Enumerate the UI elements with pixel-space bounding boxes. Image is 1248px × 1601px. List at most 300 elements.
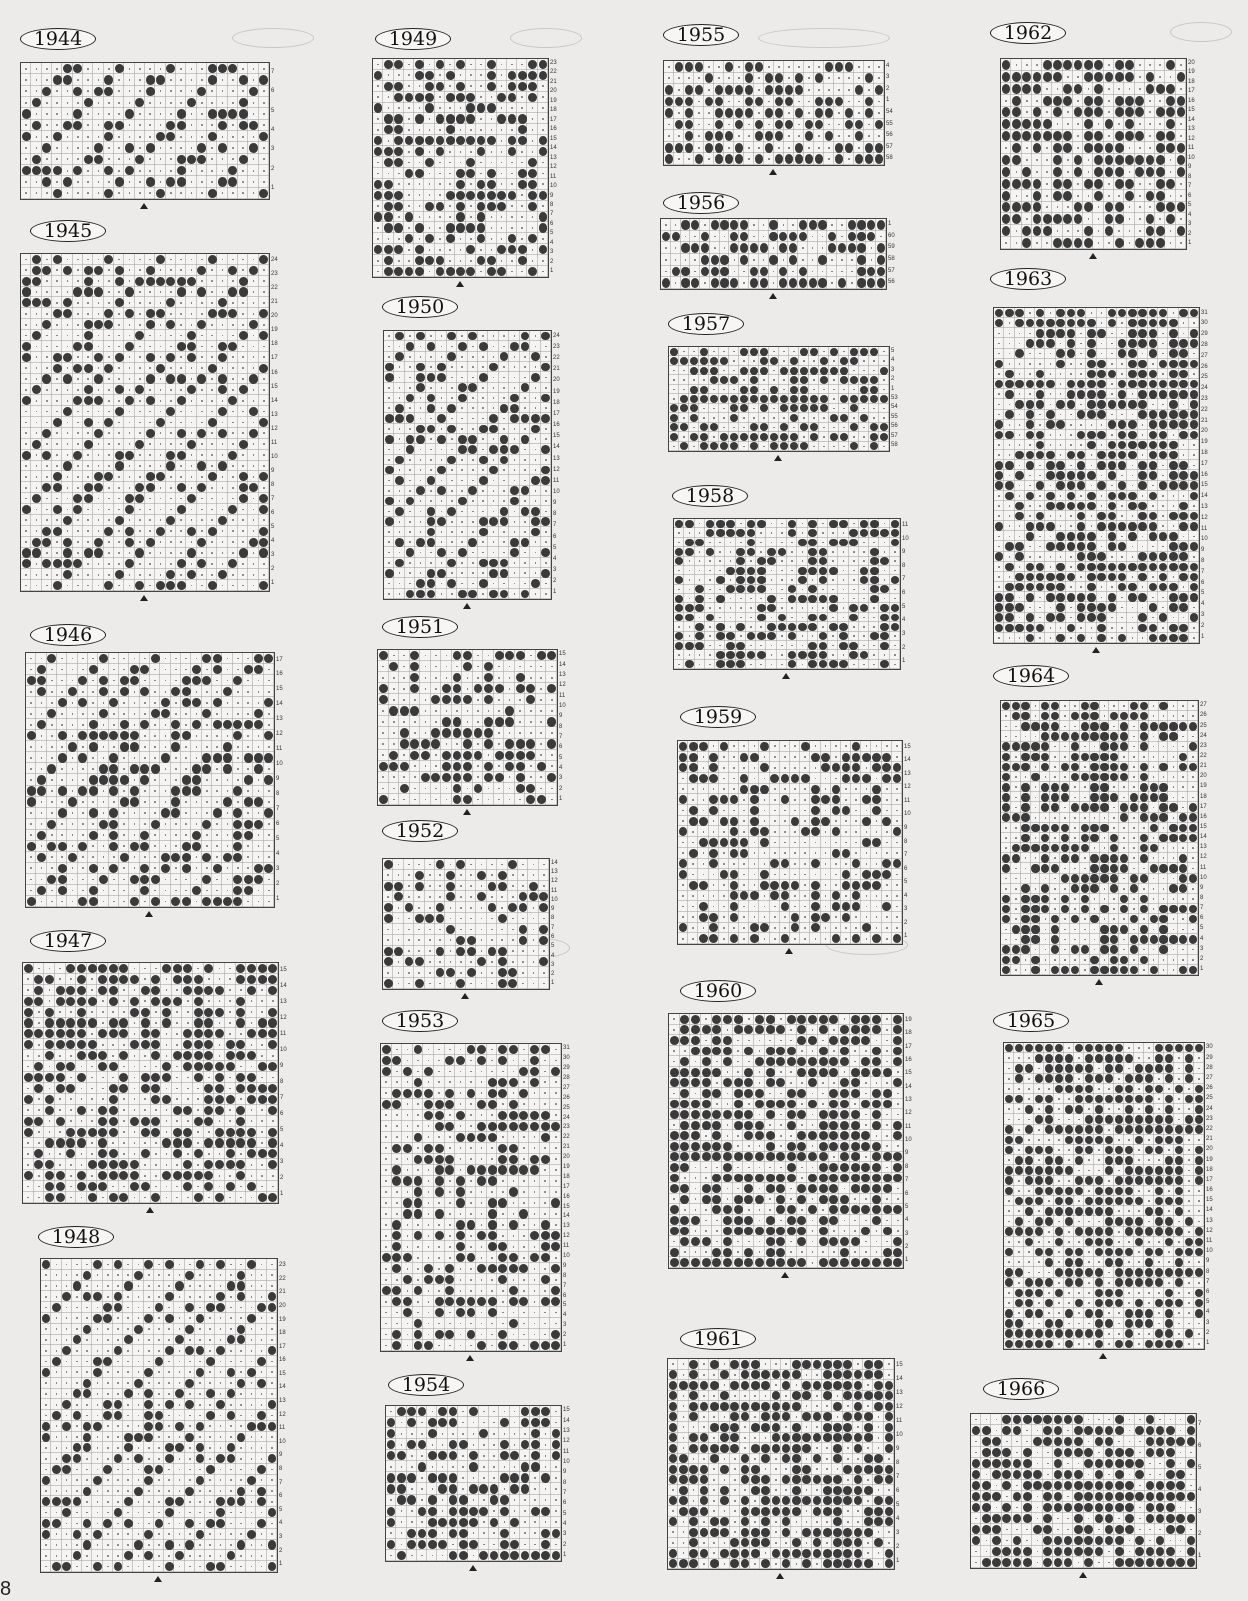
background-stitch [394,70,404,81]
background-stitch [233,697,243,708]
background-stitch [445,1143,456,1154]
background-stitch [541,558,551,568]
background-stitch [31,417,41,428]
contrast-stitch [540,1340,551,1351]
contrast-stitch [434,1187,445,1198]
background-stitch [267,1050,278,1061]
background-stitch [424,266,434,277]
row-number: 15 [553,431,560,442]
contrast-stitch [452,650,463,661]
contrast-stitch [515,772,526,783]
background-stitch [259,319,269,330]
row-number: 10 [551,895,558,904]
background-stitch [509,331,519,341]
background-stitch [150,752,160,763]
row-number: 9 [271,464,278,478]
background-stitch [228,384,238,395]
background-stitch [437,1495,447,1506]
background-stitch [186,482,196,493]
background-stitch [215,1421,225,1432]
background-stitch [456,870,466,881]
background-stitch [109,719,119,730]
contrast-stitch [394,352,404,362]
background-stitch [222,830,232,841]
background-stitch [383,70,393,81]
background-stitch [436,578,446,588]
contrast-stitch [267,1148,278,1159]
background-stitch [413,1055,424,1066]
background-stitch [489,1428,499,1439]
background-stitch [457,486,467,496]
background-stitch [215,1378,225,1389]
background-stitch [186,428,196,439]
contrast-stitch [217,461,227,472]
background-stitch [36,841,46,852]
contrast-stitch [264,752,274,763]
contrast-stitch [466,1044,477,1055]
background-stitch [864,61,874,73]
contrast-stitch [73,395,83,406]
contrast-stitch [473,727,484,738]
background-stitch [133,1410,143,1421]
background-stitch [23,1138,34,1149]
background-stitch [508,870,518,881]
background-stitch [510,1528,520,1539]
background-stitch [546,672,557,683]
background-stitch [67,697,77,708]
contrast-stitch [540,1539,550,1550]
background-stitch [129,1083,140,1094]
contrast-stitch [694,84,704,96]
contrast-stitch [527,59,537,70]
background-stitch [55,1148,66,1159]
contrast-stitch [52,471,62,482]
background-stitch [26,830,36,841]
background-stitch [225,963,236,974]
row-number: 14 [553,442,560,453]
background-stitch [92,1389,102,1400]
contrast-stitch [21,131,31,142]
background-stitch [21,515,31,526]
contrast-stitch [414,913,424,924]
background-stitch [494,783,505,794]
contrast-stitch [164,1507,174,1518]
contrast-stitch [536,794,547,805]
background-stitch [256,1507,266,1518]
background-stitch [119,1116,130,1127]
background-stitch [246,1116,257,1127]
contrast-stitch [423,1110,434,1121]
contrast-stitch [381,1044,392,1055]
background-stitch [447,393,457,403]
background-stitch [489,1506,499,1517]
contrast-stitch [161,1170,172,1181]
contrast-stitch [528,891,538,902]
contrast-stitch [154,1410,164,1421]
contrast-stitch [386,1439,396,1450]
contrast-stitch [182,1061,193,1072]
background-stitch [402,1263,413,1274]
background-stitch [207,165,217,176]
contrast-stitch [476,1165,487,1176]
background-stitch [539,881,549,892]
contrast-stitch [129,896,139,907]
background-stitch [404,59,414,70]
background-stitch [445,1208,456,1219]
background-stitch [509,362,519,372]
background-stitch [415,496,425,506]
pattern-number-label: 1949 [375,28,451,50]
contrast-stitch [212,752,222,763]
background-stitch [104,439,114,450]
row-number: 10 [550,181,557,190]
background-stitch [51,1550,61,1561]
background-stitch [225,1028,236,1039]
contrast-stitch [197,428,207,439]
background-stitch [228,471,238,482]
row-number: 10 [563,1457,570,1467]
contrast-stitch [76,963,87,974]
contrast-stitch [424,81,434,92]
contrast-stitch [207,63,217,74]
contrast-stitch [150,874,160,885]
contrast-stitch [246,1181,257,1192]
background-stitch [195,1399,205,1410]
background-stitch [487,870,497,881]
background-stitch [42,406,52,417]
background-stitch [497,255,507,266]
contrast-stitch [161,996,172,1007]
contrast-stitch [93,265,103,276]
contrast-stitch [267,1094,278,1105]
background-stitch [420,705,431,716]
background-stitch [197,188,207,199]
background-stitch [78,741,88,752]
contrast-stitch [466,113,476,124]
contrast-stitch [212,697,222,708]
background-stitch [423,1230,434,1241]
background-stitch [161,1116,172,1127]
background-stitch [384,331,394,341]
contrast-stitch [212,719,222,730]
contrast-stitch [160,708,170,719]
background-stitch [114,374,124,385]
background-stitch [82,1356,92,1367]
background-stitch [82,1496,92,1507]
contrast-stitch [108,1116,119,1127]
contrast-stitch [62,1453,72,1464]
background-stitch [21,97,31,108]
background-stitch [392,1318,403,1329]
contrast-stitch [44,1181,55,1192]
background-stitch [233,708,243,719]
background-stitch [129,686,139,697]
contrast-stitch [55,1072,66,1083]
background-stitch [155,537,165,548]
background-stitch [540,1066,551,1077]
background-stitch [73,537,83,548]
background-stitch [248,97,258,108]
contrast-stitch [508,1296,519,1307]
contrast-stitch [455,1132,466,1143]
background-stitch [62,1518,72,1529]
background-stitch [405,331,415,341]
background-stitch [26,763,36,774]
contrast-stitch [145,428,155,439]
contrast-stitch [133,1486,143,1497]
background-stitch [525,727,536,738]
contrast-stitch [394,124,404,135]
background-stitch [518,967,528,978]
contrast-stitch [420,750,431,761]
contrast-stitch [476,1132,487,1143]
contrast-stitch [517,168,527,179]
background-stitch [62,471,72,482]
background-stitch [458,1483,468,1494]
contrast-stitch [151,1028,162,1039]
background-stitch [217,439,227,450]
background-stitch [425,881,435,892]
background-stitch [26,697,36,708]
contrast-stitch [83,276,93,287]
contrast-stitch [78,752,88,763]
background-stitch [420,661,431,672]
background-stitch [52,265,62,276]
background-stitch [52,120,62,131]
background-stitch [113,1464,123,1475]
background-stitch [455,1263,466,1274]
background-stitch [431,783,442,794]
background-stitch [550,1252,561,1263]
background-stitch [212,841,222,852]
contrast-stitch [44,1105,55,1116]
background-stitch [151,963,162,974]
background-stitch [124,363,134,374]
contrast-stitch [238,276,248,287]
contrast-stitch [508,1077,519,1088]
contrast-stitch [704,73,714,85]
contrast-stitch [98,874,108,885]
background-stitch [166,86,176,97]
background-stitch [119,664,129,675]
background-stitch [431,650,442,661]
background-stitch [145,108,155,119]
row-number: 14 [559,659,566,669]
contrast-stitch [83,548,93,559]
contrast-stitch [414,956,424,967]
background-stitch [195,1324,205,1335]
contrast-stitch [383,946,393,957]
contrast-stitch [445,233,455,244]
background-stitch [519,1285,530,1296]
background-stitch [217,188,227,199]
background-stitch [383,935,393,946]
background-stitch [78,852,88,863]
pattern-number-label: 1946 [30,624,106,646]
background-stitch [455,1285,466,1296]
contrast-stitch [476,1340,487,1351]
background-stitch [160,664,170,675]
background-stitch [476,946,486,957]
background-stitch [435,935,445,946]
contrast-stitch [228,558,238,569]
background-stitch [150,885,160,896]
contrast-stitch [98,730,108,741]
background-stitch [236,1345,246,1356]
contrast-stitch [55,1028,66,1039]
background-stitch [202,808,212,819]
contrast-stitch [155,131,165,142]
background-stitch [166,165,176,176]
contrast-stitch [226,1442,236,1453]
background-stitch [124,276,134,287]
background-stitch [392,1187,403,1198]
background-stitch [195,1335,205,1346]
contrast-stitch [104,120,114,131]
background-stitch [404,870,414,881]
contrast-stitch [497,1263,508,1274]
contrast-stitch [204,1018,215,1029]
background-stitch [114,395,124,406]
background-stitch [93,558,103,569]
contrast-stitch [66,1061,77,1072]
background-stitch [479,1461,489,1472]
background-stitch [510,1461,520,1472]
background-stitch [394,578,404,588]
contrast-stitch [519,1066,530,1077]
background-stitch [508,924,518,935]
background-stitch [483,650,494,661]
contrast-stitch [135,580,145,591]
contrast-stitch [410,739,421,750]
background-stitch [31,176,41,187]
background-stitch [172,1018,183,1029]
contrast-stitch [259,131,269,142]
background-stitch [129,1105,140,1116]
background-stitch [82,1259,92,1270]
contrast-stitch [540,1550,550,1561]
row-number: 15 [563,1202,570,1212]
background-stitch [164,1464,174,1475]
contrast-stitch [155,308,165,319]
background-stitch [476,1252,487,1263]
background-stitch [527,255,537,266]
contrast-stitch [174,1389,184,1400]
contrast-stitch [186,569,196,580]
contrast-stitch [462,761,473,772]
contrast-stitch [93,86,103,97]
background-stitch [62,97,72,108]
background-stitch [155,558,165,569]
background-stitch [225,1116,236,1127]
contrast-stitch [41,1432,51,1443]
background-stitch [530,486,540,496]
contrast-stitch [103,1464,113,1475]
row-number: 5 [559,752,566,762]
background-stitch [517,233,527,244]
background-stitch [181,719,191,730]
contrast-stitch [154,1302,164,1313]
contrast-stitch [384,362,394,372]
contrast-stitch [494,750,505,761]
background-stitch [172,985,183,996]
row-number: 15 [550,134,557,143]
contrast-stitch [483,672,494,683]
background-stitch [494,761,505,772]
contrast-stitch [259,548,269,559]
contrast-stitch [259,526,269,537]
background-stitch [92,1270,102,1281]
contrast-stitch [257,1018,268,1029]
background-stitch [186,265,196,276]
background-stitch [52,569,62,580]
contrast-stitch [420,739,431,750]
background-stitch [424,146,434,157]
contrast-stitch [487,1088,498,1099]
contrast-stitch [546,716,557,727]
row-number: 5 [551,942,558,951]
contrast-stitch [530,413,540,423]
row-number: 4 [280,1138,287,1154]
contrast-stitch [140,830,150,841]
background-stitch [124,461,134,472]
contrast-stitch [226,1410,236,1421]
background-stitch [181,763,191,774]
row-number: 16 [276,667,283,682]
contrast-stitch [499,352,509,362]
background-stitch [413,1274,424,1285]
background-stitch [383,168,393,179]
contrast-stitch [384,517,394,527]
contrast-stitch [248,120,258,131]
background-stitch [541,578,551,588]
background-stitch [41,1335,51,1346]
contrast-stitch [217,352,227,363]
contrast-stitch [172,1050,183,1061]
background-stitch [82,1281,92,1292]
background-stitch [427,1550,437,1561]
background-stitch [423,1187,434,1198]
background-stitch [420,672,431,683]
background-stitch [264,741,274,752]
background-stitch [487,978,497,989]
background-stitch [93,74,103,85]
contrast-stitch [435,946,445,957]
background-stitch [51,1389,61,1400]
background-stitch [378,727,389,738]
background-stitch [507,212,517,223]
background-stitch [487,1285,498,1296]
background-stitch [445,1066,456,1077]
contrast-stitch [144,1259,154,1270]
background-stitch [238,265,248,276]
contrast-stitch [34,1072,45,1083]
background-stitch [550,1187,561,1198]
background-stitch [393,859,403,870]
background-stitch [217,154,227,165]
background-stitch [457,517,467,527]
background-stitch [57,664,67,675]
background-stitch [171,697,181,708]
row-number: 16 [553,420,560,431]
contrast-stitch [154,1356,164,1367]
contrast-stitch [217,569,227,580]
contrast-stitch [538,244,548,255]
background-stitch [78,830,88,841]
background-stitch [226,1324,236,1335]
background-stitch [530,341,540,351]
row-number: 13 [551,867,558,876]
